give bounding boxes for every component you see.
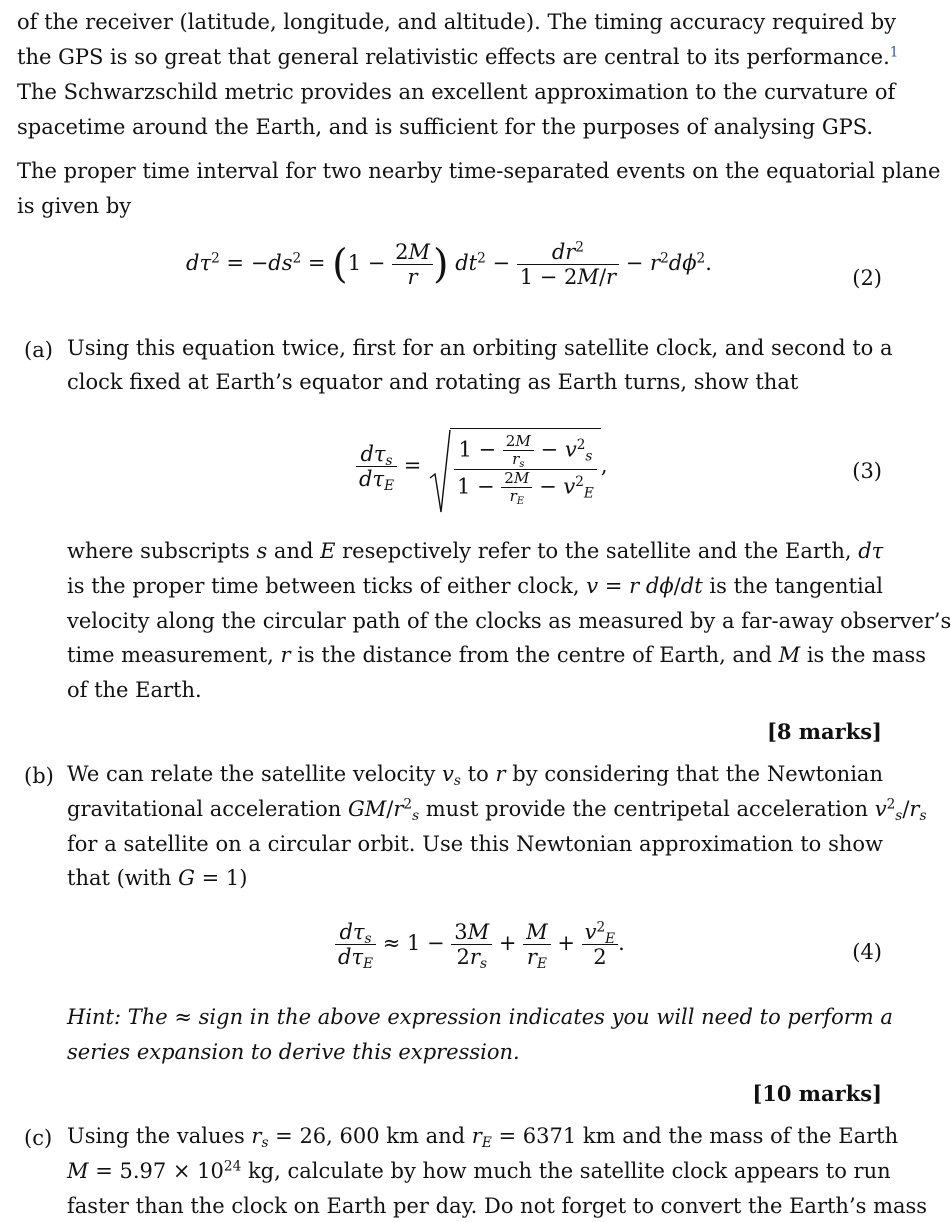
- equation-2: $d\tau^2 = -ds^2 = (1$ − $\frac{2M}{r}$ ) $dt^2$ − $\frac{dr^2}{1 - 2M/r}$ − $r^2d\phi^2$.: [186, 239, 712, 290]
- part-a-line-2: clock fixed at Earth’s equator and rotating as Earth turns, show that: [67, 370, 799, 394]
- c-1c: and the mass of the Earth: [622, 1124, 899, 1148]
- part-b-line-4: that (with G = 1): [67, 866, 248, 890]
- part-b-line-2: gravitational acceleration $GM/r^2_s$ must provide the centripetal acceleration $v^2_s/r_s$: [67, 796, 927, 825]
- footnote-mark: 1: [889, 44, 899, 61]
- equation-4: $\frac{d\tau_s}{d\tau_E}$ ≈ 1 − $\frac{3M}{2r_s}$ + $\frac{M}{r_E}$ + $\frac{v^2_E}{2}$ .: [335, 920, 625, 969]
- c-2-exp: 24: [223, 1158, 242, 1175]
- intro-line-1: of the receiver (latitude, longitude, and altitude). The timing accuracy required by: [17, 10, 896, 34]
- where-4b: is the distance from the centre of Earth, and: [297, 643, 772, 667]
- where-1c: resepctively refer to the satellite and the Earth,: [342, 539, 852, 563]
- part-a-line-1: Using this equation twice, first for an orbiting satellite clock, and second to a: [67, 336, 893, 360]
- c-2-unit: kg, calculate by how much the satellite clock appears to run: [247, 1159, 891, 1183]
- intro-line-2-text: the GPS is so great that general relativistic effects are central to its performance.: [17, 45, 890, 69]
- part-c-line-3: faster than the clock on Earth per day. Do not forget to convert the Earth’s mass: [67, 1194, 928, 1218]
- part-b-label: (b): [24, 764, 54, 788]
- intro-line-4: spacetime around the Earth, and is sufficient for the purposes of analysing GPS.: [17, 115, 874, 139]
- where-2b: is the tangential: [709, 574, 883, 598]
- c-1-rs: 26, 600 km: [299, 1124, 419, 1148]
- b-1c: by considering that the Newtonian: [512, 762, 883, 786]
- b-1b: to: [467, 762, 489, 786]
- part-a-where-line-4: time measurement, r is the distance from the centre of Earth, and M is the mass: [67, 643, 927, 667]
- where-1a: where subscripts: [67, 539, 250, 563]
- c-1b: and: [425, 1124, 466, 1148]
- b-4: that (with: [67, 866, 172, 890]
- part-b-line-3: for a satellite on a circular orbit. Use this Newtonian approximation to show: [67, 832, 883, 856]
- equation-2-number: (2): [852, 266, 882, 290]
- part-a-where-line-3: velocity along the circular path of the clocks as measured by a far-away observer’s: [67, 609, 951, 633]
- sqrt-sign: 1 − $\frac{2M}{r_s}$ − $v^2_s$ 1 − $\frac{2M}{r_E}$ − $v^2_E$: [428, 428, 601, 506]
- b-1a: We can relate the satellite velocity: [67, 762, 436, 786]
- equation-3-number: (3): [852, 459, 882, 483]
- c-1a: Using the values: [67, 1124, 245, 1148]
- intro-line-6: is given by: [17, 194, 132, 218]
- intro-line-2: [17, 44, 899, 69]
- where-4a: time measurement,: [67, 643, 274, 667]
- part-c-line-2: $M = 5.97 \times 10^{24}$ kg, calculate by how much the satellite clock appears to run: [67, 1158, 891, 1183]
- b-2a: gravitational acceleration: [67, 797, 342, 821]
- part-c-line-1: Using the values $r_s = 26$, 600 km and $r_E = 6371$ km and the mass of the Earth: [67, 1124, 899, 1152]
- part-a-where-line-5: of the Earth.: [67, 678, 202, 702]
- where-4c: is the mass: [806, 643, 927, 667]
- part-a-where-line-1: where subscripts s and E resepctively refer to the satellite and the Earth, dτ: [67, 539, 884, 563]
- intro-line-5: The proper time interval for two nearby time-separated events on the equatorial plane: [17, 159, 941, 183]
- part-a-where-line-2: is the proper time between ticks of either clock, v = r dϕ/dt is the tangential: [67, 574, 883, 598]
- part-a-label: (a): [24, 338, 53, 362]
- part-b-line-1: We can relate the satellite velocity $v_s$ to r by considering that the Newtonian: [67, 762, 883, 790]
- part-b-hint-line-1: Hint: The ≈ sign in the above expression indicates you will need to perform a: [67, 1005, 893, 1029]
- equation-4-number: (4): [852, 940, 882, 964]
- part-c-label: (c): [24, 1126, 53, 1150]
- intro-line-3: The Schwarzschild metric provides an excellent approximation to the curvature of: [17, 80, 896, 104]
- equation-3: $\frac{d\tau_s}{d\tau_E}$ = 1 − $\frac{2M}{r_s}$ − $v^2_s$ 1 − $\frac{2M}{r_E}$ − $v^2_E$ ,: [356, 428, 608, 506]
- b-2b: must provide the centripetal acceleration: [425, 797, 869, 821]
- part-a-marks: [8 marks]: [766, 719, 882, 744]
- part-b-hint-line-2: series expansion to derive this expression.: [67, 1040, 520, 1064]
- part-b-marks: [10 marks]: [752, 1081, 882, 1106]
- where-1b: and: [273, 539, 314, 563]
- c-2-mass: 5.97 × 10: [119, 1159, 224, 1183]
- c-1-re: 6371 km: [522, 1124, 616, 1148]
- where-2a: is the proper time between ticks of either clock,: [67, 574, 580, 598]
